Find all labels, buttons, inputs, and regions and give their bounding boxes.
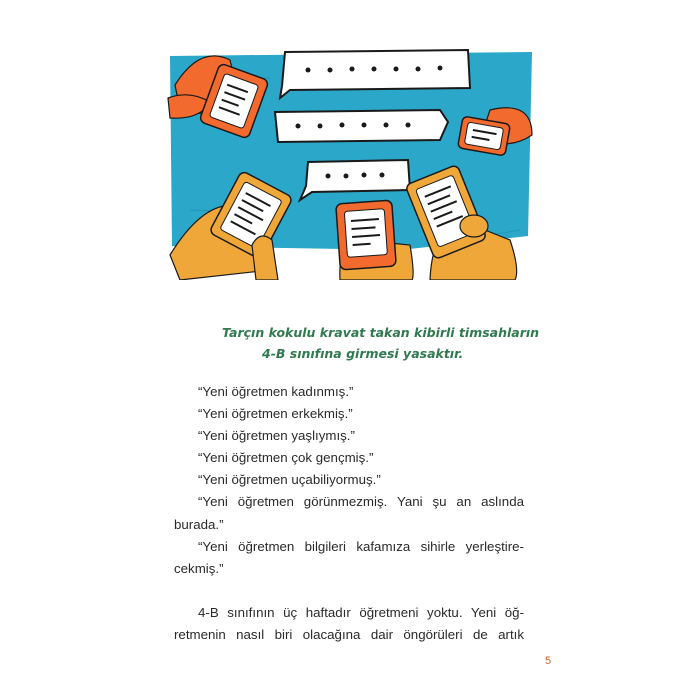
narrative-paragraph: 4-B sınıfının üç haftadır öğretmeni yoktu. Yeni öğ-retmenin nasıl biri olacağına dair öngörüleri de artık [174,604,524,642]
dialogue-line: “Yeni öğretmen görünmezmiş. Yani şu an aslında burada.” [174,494,524,532]
page-number: 5 [545,655,552,667]
illustration-caption [222,322,540,364]
chat-phones-illustration [160,40,540,280]
dialogue-line: “Yeni öğretmen erkekmiş.” [198,406,353,422]
dialogue-line: “Yeni öğretmen uçabiliyormuş.” [198,472,381,488]
dialogue-line: “Yeni öğretmen kadınmış.” [198,384,354,399]
dialogue-line: “Yeni öğretmen çok gençmiş.” [198,450,374,466]
dialogue-line: “Yeni öğretmen yaşlıymış.” [198,428,355,444]
caption-line-1: Tarçın kokulu kravat takan kibirli timsahların [222,325,540,340]
story-text [174,381,524,646]
caption-line-2: 4-B sınıfına girmesi yasaktır. [262,346,464,361]
speech-bubble-middle [275,110,448,142]
dialogue-line: “Yeni öğretmen bilgileri kafamıza sihirle yerleştire-cekmiş.” [174,538,524,576]
